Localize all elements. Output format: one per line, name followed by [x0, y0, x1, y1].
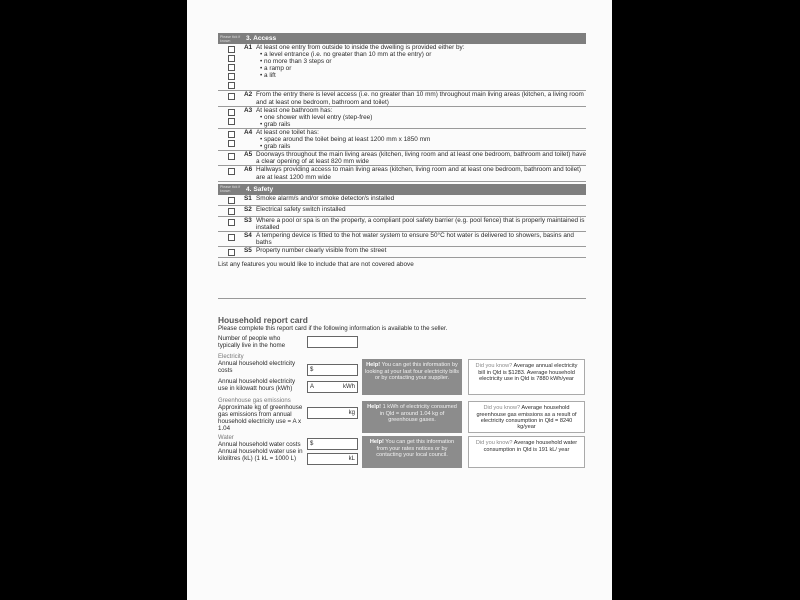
electricity-cost-label: Annual household electricity costs: [218, 360, 296, 375]
electricity-use-label: Annual household electricity use in kilowatt hours (kWh): [218, 378, 296, 393]
checkbox-s1[interactable]: [228, 197, 235, 204]
did-you-know-text: Average household greenhouse gas emissions as a result of electricity consumption in Qld = 8240 kg/year: [476, 405, 577, 431]
unit-label: kWh: [343, 384, 355, 391]
report-title: Household report card: [218, 315, 308, 326]
water-section-label: Water: [218, 435, 234, 442]
electricity-section-label: Electricity: [218, 354, 244, 361]
gas-did-you-know: [468, 401, 585, 433]
item-code: A5: [244, 151, 253, 159]
did-you-know-text: Average annual electricity bill in Qld is $1283. Average household electricity use in Qld is 7880 kWh/year: [478, 363, 578, 383]
item-code: A3: [244, 106, 253, 114]
water-did-you-know: [468, 436, 585, 468]
safety-row-s5: [218, 247, 586, 258]
checkbox-s3[interactable]: [228, 219, 235, 226]
access-row-a1: [218, 44, 586, 91]
bullet: • grab rails: [256, 143, 586, 150]
checkbox-a1-level-entrance[interactable]: [228, 55, 235, 62]
access-row-a4: [218, 129, 586, 151]
access-row-a2: [218, 91, 586, 106]
safety-header: [218, 184, 586, 195]
safety-row-s4: [218, 232, 586, 247]
checkbox-a2[interactable]: [228, 93, 235, 100]
checkbox-a1-ramp[interactable]: [228, 73, 235, 80]
help-text: You can get this information by looking at your last four electricity bills or by contacting your supplier.: [365, 362, 459, 382]
gas-help-box: [362, 401, 462, 433]
checkbox-a3-shower[interactable]: [228, 109, 235, 116]
unit-label: kL: [348, 456, 355, 463]
gas-section-label: Greenhouse gas emissions: [218, 398, 291, 405]
help-text: You can get this information from your rates notices or by contacting your local council.: [376, 439, 455, 459]
water-use-input[interactable]: [307, 453, 358, 465]
tick-label: Please tick if known: [220, 185, 241, 194]
gas-input[interactable]: [307, 407, 358, 419]
tick-label: Please tick if known: [220, 34, 241, 43]
safety-row-s1: [218, 195, 586, 206]
item-code: S5: [244, 247, 252, 255]
item-text: Smoke alarm/s and/or smoke detector/s installed: [256, 194, 395, 202]
bullet: • a level entrance (i.e. no greater than 10 mm at the entry) or: [256, 51, 586, 58]
item-code: A2: [244, 91, 253, 99]
extra-features-space[interactable]: [218, 268, 586, 298]
people-label: Number of people who typically live in the home: [218, 335, 286, 350]
bullet: • no more than 3 steps or: [256, 58, 586, 65]
divider: [218, 298, 586, 299]
bullet: • one shower with level entry (step-free): [256, 114, 586, 121]
access-title: 3. Access: [246, 34, 277, 42]
access-row-a3: [218, 107, 586, 129]
access-row-a6: [218, 166, 586, 181]
item-code: S1: [244, 194, 252, 202]
checkbox-s4[interactable]: [228, 234, 235, 241]
value-prefix: A: [310, 384, 315, 391]
item-text: At least one bathroom has:: [256, 106, 333, 114]
bullet: • grab rails: [256, 121, 586, 128]
item-code: A6: [244, 166, 253, 174]
access-row-a5: [218, 151, 586, 166]
safety-row-s3: [218, 217, 586, 232]
item-code: A4: [244, 128, 253, 136]
water-help-box: [362, 436, 462, 468]
did-you-know-text: Average household water consumption in Qld is 191 kL/ year: [483, 440, 578, 453]
checkbox-a4-grab-rails[interactable]: [228, 140, 235, 147]
did-you-know-label: Did you know?: [483, 405, 521, 412]
checkbox-a4-space[interactable]: [228, 131, 235, 138]
item-code: S2: [244, 205, 252, 213]
currency-prefix: $: [310, 367, 314, 374]
item-text: Doorways throughout the main living areas (kitchen, living room and at least one bedroom, bathroom and toilet) have a clear opening of at least 820 mm wide: [256, 151, 587, 166]
item-text: At least one entry from outside to inside the dwelling is provided either by:: [256, 44, 465, 51]
help-text: 1 kWh of electricity consumed in Qld = around 1.04 kg of greenhouse gases.: [379, 404, 457, 424]
help-bold: Help!: [367, 404, 382, 411]
item-text: Where a pool or spa is on the property, a compliant pool safety barrier (e.g. pool fence) that is properly maintained is installed: [256, 216, 585, 231]
help-bold: Help!: [369, 439, 384, 446]
electricity-did-you-know: [468, 359, 585, 395]
checkbox-a1-steps[interactable]: [228, 64, 235, 71]
bullet: • a lift: [256, 72, 586, 79]
item-text: At least one toilet has:: [256, 128, 319, 136]
did-you-know-label: Did you know?: [475, 440, 513, 447]
checkbox-s2[interactable]: [228, 208, 235, 215]
electricity-help-box: [362, 359, 462, 395]
report-grid: [218, 332, 586, 472]
report-intro: Please complete this report card if the following information is available to the seller.: [218, 325, 448, 333]
currency-prefix: $: [310, 441, 314, 448]
checkbox-a1[interactable]: [228, 46, 235, 53]
gas-label: Approximate kg of greenhouse gas emissions from annual household electricity use = A x 1.04: [218, 404, 303, 432]
item-text: Electrical safety switch installed: [256, 205, 346, 213]
document-page: [187, 0, 612, 600]
bullet: • a ramp or: [256, 65, 586, 72]
item-text: Property number clearly visible from the street: [256, 247, 387, 255]
item-text: A tempering device is fitted to the hot water system to ensure 50°C hot water is delivered to showers, basins and baths: [256, 231, 574, 247]
item-code: S3: [244, 216, 252, 224]
item-code: A1: [244, 44, 253, 51]
checkbox-a6[interactable]: [228, 168, 235, 175]
electricity-cost-input[interactable]: [307, 364, 358, 376]
safety-row-s2: [218, 206, 586, 217]
safety-title: 4. Safety: [246, 185, 274, 193]
unit-label: kg: [348, 410, 355, 417]
bullet: • space around the toilet being at least 1200 mm x 1850 mm: [256, 136, 586, 143]
extra-features-label: List any features you would like to include that are not covered above: [218, 261, 414, 269]
item-code: S4: [244, 231, 252, 239]
did-you-know-label: Did you know?: [475, 363, 513, 370]
checkbox-a3-grab-rails[interactable]: [228, 118, 235, 125]
electricity-use-input[interactable]: [307, 381, 358, 393]
people-input[interactable]: [307, 336, 358, 348]
water-cost-input[interactable]: [307, 438, 358, 450]
checkbox-s5[interactable]: [228, 249, 235, 256]
item-text: From the entry there is level access (i.e. no greater than 10 mm) throughout main living areas (kitchen, a living room and at least one bedroom, bathroom and toilet): [256, 91, 584, 106]
access-header: [218, 33, 586, 44]
water-cost-label: Annual household water costs: [218, 441, 301, 449]
form-content: [218, 33, 586, 472]
water-use-label: Annual household water use in kilolitres (kL) (1 kL = 1000 L): [218, 448, 303, 463]
checkbox-a5[interactable]: [228, 153, 235, 160]
checkbox-a1-lift[interactable]: [228, 82, 235, 89]
help-bold: Help!: [366, 362, 381, 369]
item-text: Hallways providing access to main living areas (kitchen, living room and at least one bedroom, bathroom and toilet) are at least 1200 mm wide: [256, 166, 582, 181]
